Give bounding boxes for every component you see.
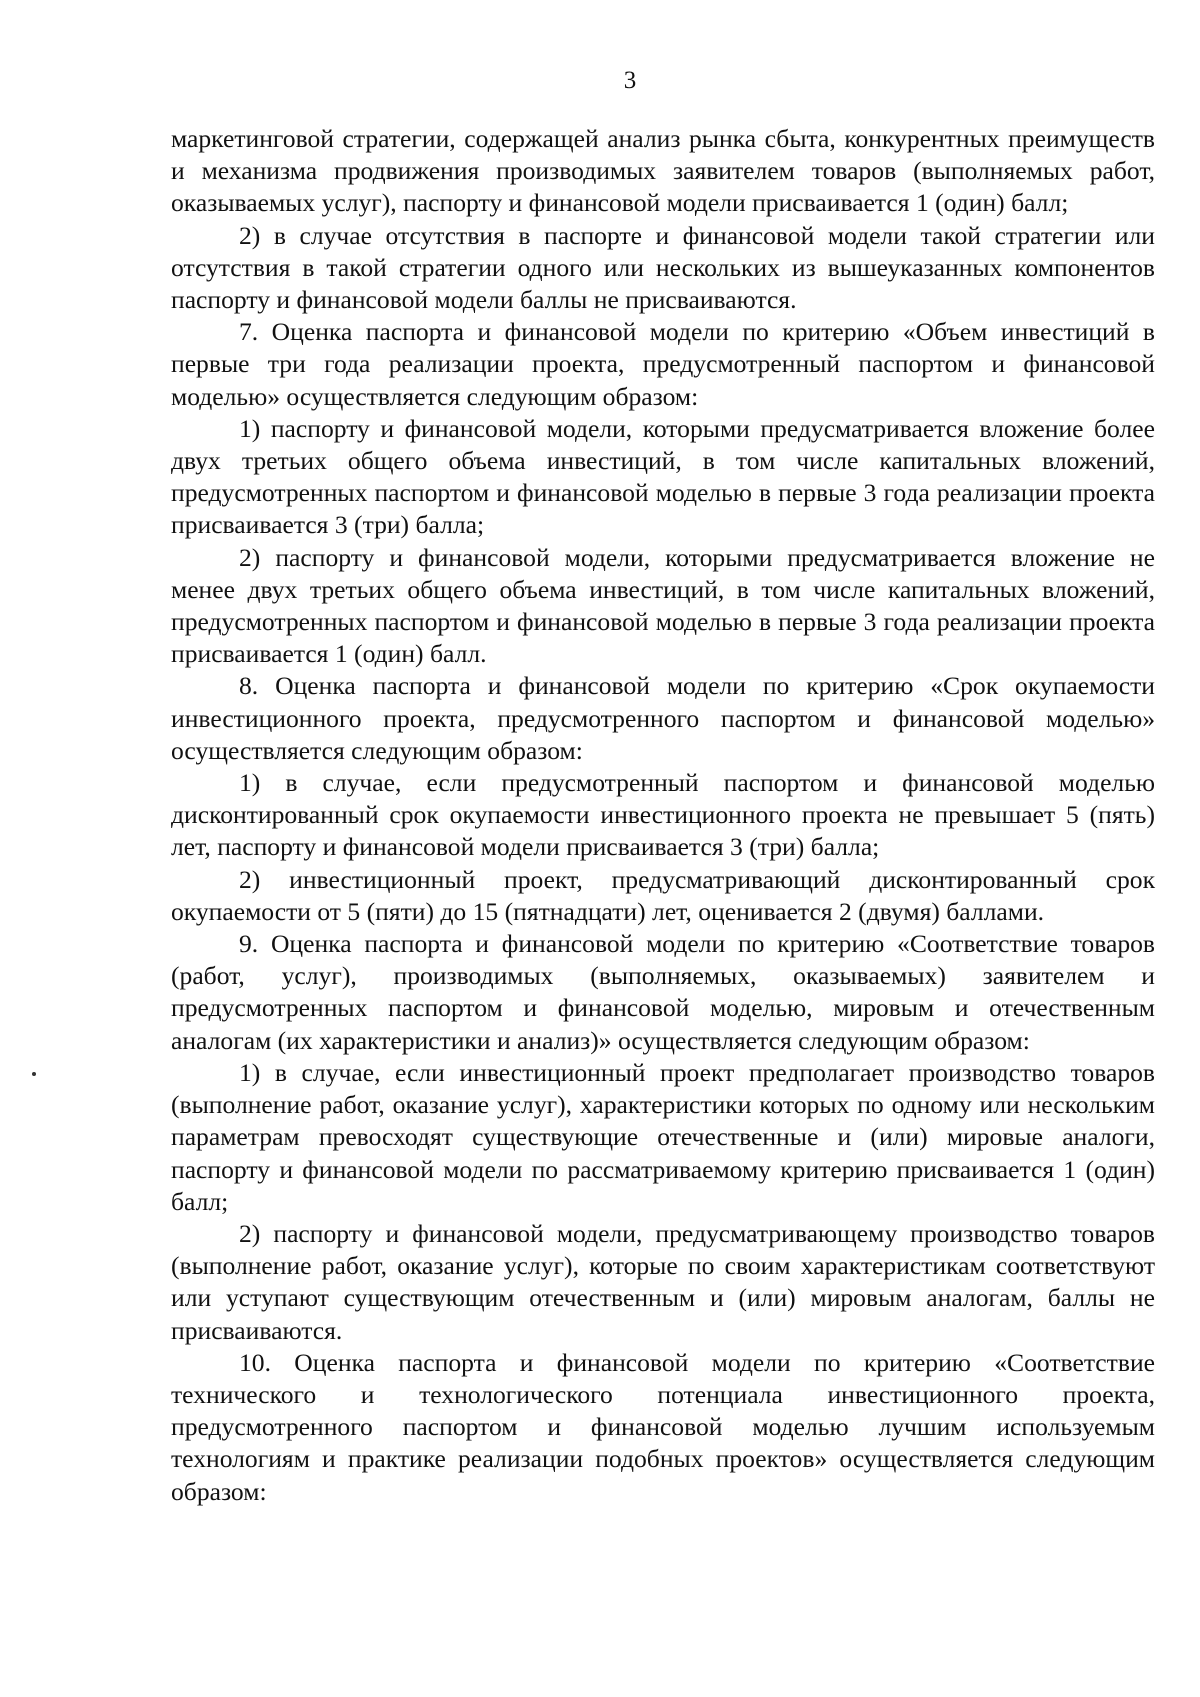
paragraph-criterion-7-item-2: 2) паспорту и финансовой модели, которыми предусматривается вложение не менее двух третьих общего объема инвестиций, в том числе капитальных вложений, предусмотренных паспортом и финансовой моделью в первые 3 года реализации проекта присваивается 1 (один) балл. (171, 542, 1155, 669)
scan-artifact-dot (32, 1072, 36, 1076)
paragraph-criterion-7: 7. Оценка паспорта и финансовой модели по критерию «Объем инвестиций в первые три года реализации проекта, предусмотренный паспортом и финансовой моделью» осуществляется следующим образом: (171, 317, 1155, 411)
paragraph-criterion-9: 9. Оценка паспорта и финансовой модели по критерию «Соответствие товаров (работ, услуг), производимых (выполняемых, оказываемых) заявителем и предусмотренных паспортом и финансовой моделью, мировым и отечественным аналогам (их характеристики и анализ)» осуществляется следующим образом: (171, 929, 1155, 1055)
document-body (171, 123, 1155, 1508)
paragraph-criterion-8-item-2: 2) инвестиционный проект, предусматривающий дисконтированный срок окупаемости от 5 (пяти) до 15 (пятнадцати) лет, оценивается 2 (двумя) баллами. (171, 864, 1155, 926)
paragraph-criterion-10: 10. Оценка паспорта и финансовой модели по критерию «Соответствие технического и технологического потенциала инвестиционного проекта, предусмотренного паспортом и финансовой моделью лучшим используемым технологиям и практике реализации подобных проектов» осуществляется следующим образом: (171, 1347, 1155, 1506)
paragraph-criterion-8-item-1: 1) в случае, если предусмотренный паспортом и финансовой моделью дисконтированный срок окупаемости инвестиционного проекта не превышает 5 (пять) лет, паспорту и финансовой модели присваивается 3 (три) балла; (171, 768, 1155, 862)
page-number: 3 (623, 67, 637, 94)
paragraph-criterion-7-item-1: 1) паспорту и финансовой модели, которыми предусматривается вложение более двух третьих общего объема инвестиций, в том числе капитальных вложений, предусмотренных паспортом и финансовой моделью в первые 3 года реализации проекта присваивается 3 (три) балла; (171, 413, 1155, 540)
paragraph-criterion-8: 8. Оценка паспорта и финансовой модели по критерию «Срок окупаемости инвестиционного проекта, предусмотренного паспортом и финансовой моделью» осуществляется следующим образом: (171, 671, 1155, 765)
paragraph-strategy-continuation: маркетинговой стратегии, содержащей анализ рынка сбыта, конкурентных преимуществ и механизма продвижения производимых заявителем товаров (выполняемых работ, оказываемых услуг), паспорту и финансовой модели присваивается 1 (один) балл; (171, 124, 1155, 218)
paragraph-criterion-9-item-2: 2) паспорту и финансовой модели, предусматривающему производство товаров (выполнение работ, оказание услуг), которые по своим характеристикам соответствуют или уступают существующим отечественным и (или) мировым аналогам, баллы не присваиваются. (171, 1218, 1155, 1345)
paragraph-criterion-9-item-1: 1) в случае, если инвестиционный проект предполагает производство товаров (выполнение работ, оказание услуг), характеристики которых по одному или нескольким параметрам превосходят существующие отечественные и (или) мировые аналоги, паспорту и финансовой модели по рассматриваемому критерию присваивается 1 (один) балл; (171, 1057, 1155, 1216)
paragraph-strategy-absent: 2) в случае отсутствия в паспорте и финансовой модели такой стратегии или отсутствия в такой стратегии одного или нескольких из вышеуказанных компонентов паспорту и финансовой модели баллы не присваиваются. (171, 220, 1155, 315)
